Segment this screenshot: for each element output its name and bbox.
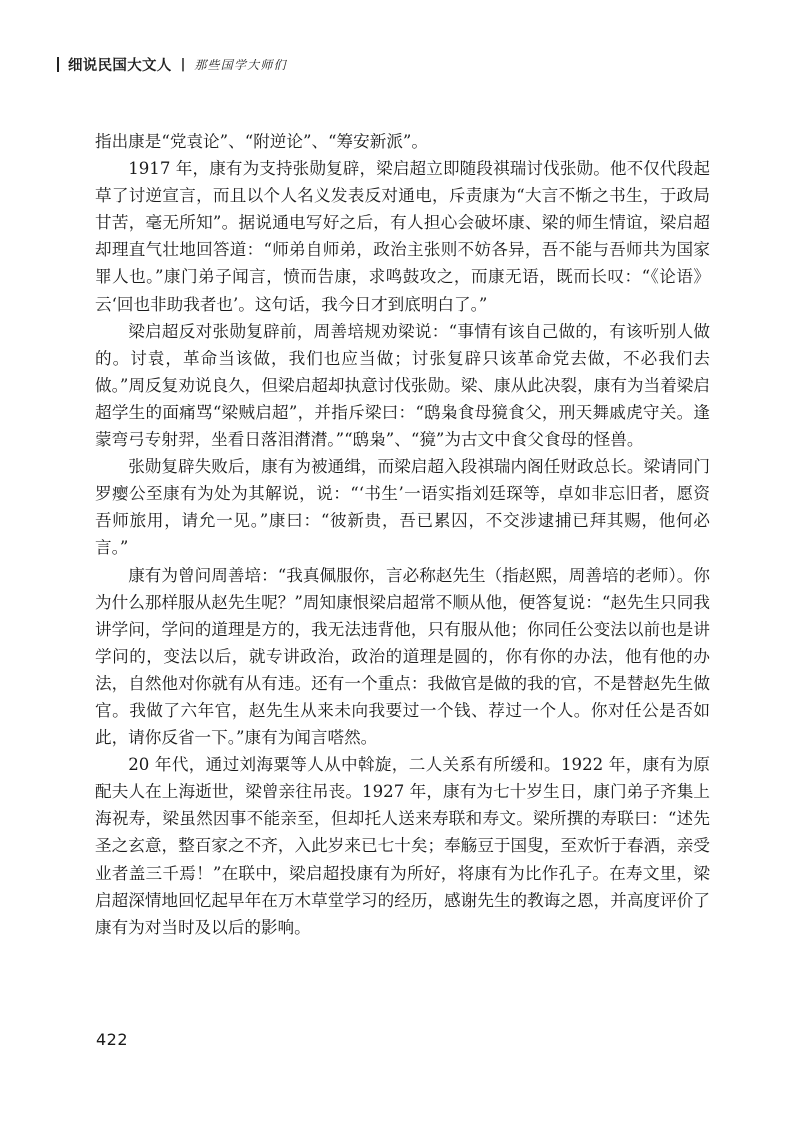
paragraph-continued: 指出康是“党袁论”、“附逆论”、“筹安新派”。 [95, 132, 428, 151]
body-text [95, 128, 710, 941]
paragraph: 梁启超反对张勋复辟前，周善培规劝梁说：“事情有该自己做的，有该听别人做的。讨袁，革命当该做，我们也应当做；讨张复辟只该革命党去做，不必我们去做。”周反复劝说良久，但梁启超却执意讨伐张勋。梁、康从此决裂，康有为当着梁启超学生的面痛骂“梁贼启超”，并指斥梁曰：“鸱枭食母獍食父，刑天舞戚虎守关。逢蒙弯弓专射羿，坐看日落泪潸潸。”“鸱枭”、“獍”为古文中食父食母的怪兽。 [95, 321, 710, 450]
book-title: 细说民国大文人 [68, 57, 172, 74]
page-number: 422 [96, 1030, 129, 1049]
paragraph: 康有为曾问周善培：“我真佩服你，言必称赵先生（指赵熙，周善培的老师）。你为什么那样服从赵先生呢？”周知康恨梁启超常不顺从他，便答复说：“赵先生只同我讲学问，学问的道理是方的，我无法违背他，只有服从他；你同任公变法以前也是讲学问的，变法以后，就专讲政治，政治的道理是圆的，你有你的办法，他有他的办法，自然他对你就有从有违。还有一个重点：我做官是做的我的官，不是替赵先生做官。我做了六年官，赵先生从来未向我要过一个钱、荐过一个人。你对任公是否如此，请你反省一下。”康有为闻言嗒然。 [95, 565, 710, 748]
chapter-title: 那些国学大师们 [194, 57, 287, 72]
paragraph: 1917 年，康有为支持张勋复辟，梁启超立即随段祺瑞讨伐张勋。他不仅代段起草了讨逆宣言，而且以个人名义发表反对通电，斥责康为“大言不惭之书生，于政局甘苦，毫无所知”。据说通电写好之后，有人担心会破坏康、梁的师生情谊，梁启超却理直气壮地回答道：“师弟自师弟，政治主张则不妨各异，吾不能与吾师共为国家罪人也。”康门弟子闻言，愤而告康，求鸣鼓攻之，而康无语，既而长叹：“《论语》云‘回也非助我者也’。这句话，我今日才到底明白了。” [95, 159, 710, 314]
paragraph: 20 年代，通过刘海粟等人从中斡旋，二人关系有所缓和。1922 年，康有为原配夫人在上海逝世，梁曾亲往吊丧。1927 年，康有为七十岁生日，康门弟子齐集上海祝寿，梁虽然因事不能亲至，但却托人送来寿联和寿文。梁所撰的寿联曰：“述先圣之玄意，整百家之不齐，入此岁来已七十矣；奉觞豆于国叟，至欢忻于春酒，亲受业者盖三千焉！”在联中，梁启超投康有为所好，将康有为比作孔子。在寿文里，梁启超深情地回忆起早年在万木草堂学习的经历，感谢先生的教诲之恩，并高度评价了康有为对当时及以后的影响。 [95, 755, 710, 937]
header-bar-mark [57, 57, 59, 72]
running-header [57, 52, 287, 76]
header-separator: | [180, 56, 186, 72]
paragraph: 张勋复辟失败后，康有为被通缉，而梁启超入段祺瑞内阁任财政总长。梁请同门罗瘿公至康有为处为其解说，说：“‘书生’一语实指刘廷琛等，卓如非忘旧者，愿资吾师旅用，请允一见。”康曰：“彼新贵，吾已累囚，不交涉逮捕已拜其赐，他何必言。” [95, 457, 710, 558]
